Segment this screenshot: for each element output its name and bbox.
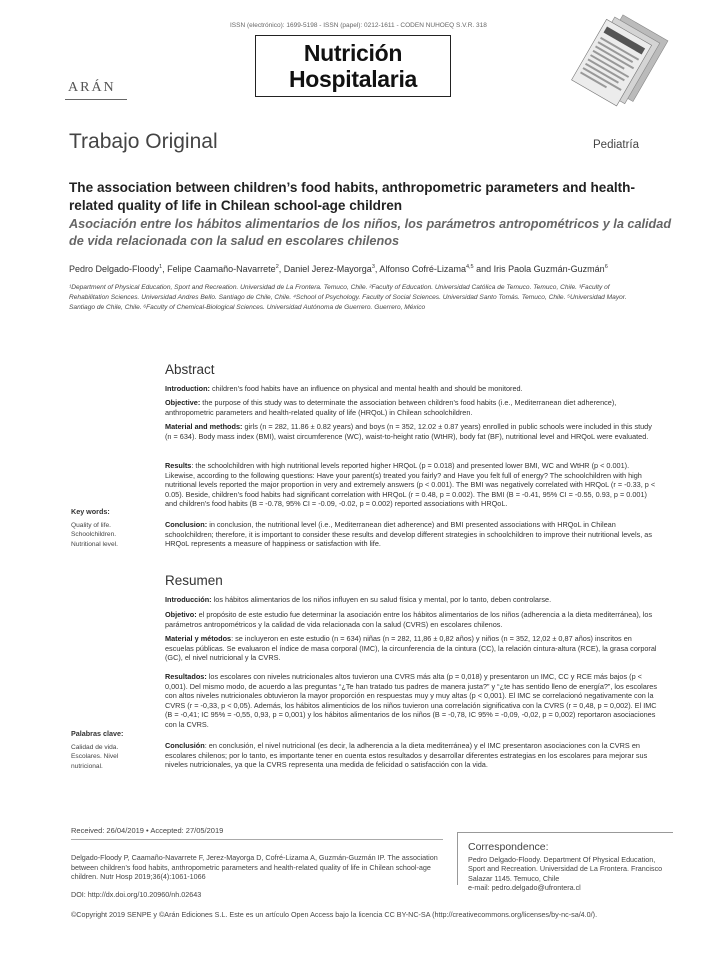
journal-name-line1: Nutrición [303,40,403,66]
section-text: in conclusion, the nutritional level (i.e., Mediterranean diet adherence) and BMI presented associations with HRQoL in Chilean schoolchildren; therefore, it is important to consider these results and develop different strategies in schoolchildren to improve their nutritional levels, as HRQoL represents a measure of happiness or satisfaction with life. [165,520,652,548]
author-affiliation-ref: 3 [371,264,375,270]
author-affiliation-ref: 1 [159,264,163,270]
author-list: Pedro Delgado-Floody$^1$, Felipe Caamaño-Navarrete$^2$, Daniel Jerez-Mayorga$^3$, Alfonso Cofré-Lizama$^{4,5}$ and Iris Paola Guzmán-Guzmán$^6$ [69,264,608,274]
resumen-objetivo [165,610,660,629]
copyright-notice: ©Copyright 2019 SENPE y ©Arán Ediciones S.L. Este es un artículo Open Access bajo la licencia CC BY-NC-SA (http://creativecommons.org/licenses/by-nc-sa/4.0/). [71,910,598,919]
section-label: Introducción: [165,595,212,604]
resumen-introduccion [165,595,660,605]
keyword: nutricional. [71,762,103,770]
publisher-logo-text: ARÁN [68,80,116,95]
palabras-clave-heading: Palabras clave: [71,729,124,738]
section-label: Resultados: [165,672,207,681]
section-text: girls (n = 282, 11.86 ± 0.82 years) and boys (n = 352, 12.02 ± 0.87 years) enrolled in public schools were included in this study (n = 634). Body mass index (BMI), waist circumference (WC), waist-to-height ratio (WtHR), body fat (BF), nutritional level and HRQoL were evaluated. [165,422,652,441]
resumen-resultados [165,672,660,729]
abstract-objective [165,398,660,417]
abstract-introduction [165,384,660,394]
resumen-metodos [165,634,660,663]
keywords-list [71,521,118,549]
journal-covers-image [560,12,680,117]
section-text: : en conclusión, el nivel nutricional (es decir, la adherencia a la dieta mediterránea) y el IMC presentaron asociaciones con la CVRS en escolares chilenos; por lo tanto, es importante tener en cuenta estos resultados y desarrollar diferentes estrategias en los escolares para mejorar sus niveles nutricionales, ya que la CVRS representa una medida de felicidad o satisfacción con la vida. [165,741,648,769]
footer-divider [71,839,443,840]
section-text: : se incluyeron en este estudio (n = 634) niñas (n = 282, 11,86 ± 0,82 años) y niños (n = 352, 12,02 ± 0,87 años) inscritos en escuelas públicas. Se evaluaron el índice de masa corporal (IMC), la circunferencia de la cintura (CC), la relación cintura-altura (RCE), la grasa corporal (GC), el nivel nutricional y la CVRS. [165,634,657,662]
section-text: children’s food habits have an influence on physical and mental health and should be monitored. [210,384,523,393]
correspondence-heading: Correspondence: [468,841,549,853]
section-label: Material and methods: [165,422,243,431]
palabras-clave-list [71,743,118,771]
keyword: Calidad de vida. [71,744,119,751]
correspondence-details [468,855,668,893]
author-affiliation-ref: 4,5 [465,264,474,270]
publisher-logo [65,76,125,102]
keyword: Nutritional level. [71,540,118,548]
author-name: Iris Paola Guzmán-Guzmán [493,264,605,274]
section-label: Results [165,461,192,470]
journal-logo [255,35,451,97]
doi-link[interactable]: DOI: http://dx.doi.org/10.20960/nh.02643 [71,890,202,899]
keyword: Escolares. Nivel [71,753,119,761]
abstract-conclusion [165,520,660,549]
section-label: Objective: [165,398,201,407]
abstract-methods [165,422,660,441]
resumen-conclusion [165,741,660,770]
received-accepted-dates: Received: 26/04/2019 • Accepted: 27/05/2019 [71,826,224,835]
resumen-heading: Resumen [165,573,223,588]
specialty-label: Pediatría [593,139,640,151]
section-label: Conclusion: [165,520,208,529]
publisher-logo-underline [65,99,127,100]
article-title: The association between children’s food habits, anthropometric parameters and health-related quality of life in Chilean school-age children [69,180,636,213]
abstract-results [165,461,660,509]
author-name: Pedro Delgado-Floody [69,264,160,274]
section-text: los escolares con niveles nutricionales altos tuvieron una CVRS más alta (p = 0,018) y presentaron un IMC, CC y RCE más bajos (p < 0,001). Del mismo modo, de acuerdo a las preguntas “¿Te han tratado tus padres de manera justa?” y “¿te has sentido lleno de energía?”, los escolares con altos niveles nutricionales obtuvieron la mayor proporción en respuestas muy y muy altas (p < 0,001). El IMC se correlacionó negativamente con la CVRS (r = -0,33, p < 0,05). Además, los hábitos alimenticios de los niños tuvieron una correlación significativa con la CVRS (r = 0,48, p = 0,002). El IMC (B = -0,41; IC 95% = -0,55, 0,93, p = 0,001) y los hábitos alimentarios de los niños (B = -0,78, IC 95% = -0,09, -0,02, p = 0,002) reportaron asociaciones con la CVRS. [165,672,657,729]
author-name: Felipe Caamaño-Navarrete [167,264,276,274]
journal-name-line2: Hospitalaria [288,66,418,92]
section-label: Objetivo: [165,610,197,619]
section-text: los hábitos alimentarios de los niños influyen en su salud física y mental, por lo tanto, deben controlarse. [211,595,552,604]
keyword: Schoolchildren. [71,531,117,539]
keyword: Quality of life. [71,522,111,529]
article-type: Trabajo Original [69,130,218,153]
author-name: Daniel Jerez-Mayorga [283,264,372,274]
correspondence-email[interactable]: e-mail: pedro.delgado@ufrontera.cl [468,883,581,893]
author-affiliation-ref: 2 [275,264,279,270]
abstract-heading: Abstract [165,362,215,377]
correspondence-address: Pedro Delgado-Floody. Department Of Physical Education, Sport and Recreation. Universidad de La Frontera. Francisco Salazar 1145. Temuco, Chile [468,855,663,883]
section-text: el propósito de este estudio fue determinar la asociación entre los hábitos alimentarios de los niños (adherencia a la dieta mediterránea), los parámetros antropométricos y la calidad de vida relacionada con la salud (CVRS) en escolares chilenos. [165,610,653,629]
author-name: Alfonso Cofré-Lizama [379,264,466,274]
section-label: Material y métodos [165,634,232,643]
article-subtitle: Asociación entre los hábitos alimentarios de los niños, los parámetros antropométricos y la calidad de vida relacionada con la salud en escolares chilenos [69,217,672,248]
section-label: Conclusión [165,741,205,750]
affiliations: ¹Department of Physical Education, Sport and Recreation. Universidad de La Frontera. Temuco, Chile. ²Faculty of Education. Universidad Católica de Temuco. Temuco, Chile. ³Faculty of Rehabilitation Sciences. Universidad Andres Bello. Santiago de Chile, Chile. ⁴School of Psychology. Faculty of Social Sciences. Universidad Santo Tomás. Temuco, Chile. ⁵Universidad Mayor. Santiago de Chile, Chile. ⁶Faculty of Chemical-Biological Sciences. Universidad Autónoma de Guerrero. Guerrero, México [69,284,627,311]
author-affiliation-ref: 6 [604,264,608,270]
section-label: Introduction: [165,384,210,393]
citation: Delgado-Floody P, Caamaño-Navarrete F, Jerez-Mayorga D, Cofré-Lizama A, Guzmán-Guzmán IP. The association between children’s food habits, anthropometric parameters and health-related quality of life in Chilean school-age children. Nutr Hosp 2019;36(4):1061-1066 [71,853,438,882]
section-text: the purpose of this study was to determinate the association between children’s food habits (i.e., Mediterranean diet adherence), anthropometric parameters and health-related quality of life (HRQoL) in Chilean schoolchildren. [165,398,617,417]
issn-line: ISSN (electrónico): 1699-5198 - ISSN (papel): 0212-1611 - CODEN NUHOEQ S.V.R. 318 [230,22,487,29]
keywords-heading: Key words: [71,507,110,516]
section-text: : the schoolchildren with high nutritional levels reported higher HRQoL (p = 0.018) and presented lower BMI, WC and WtHR (p < 0.001). Likewise, according to the following questions: Have your parent(s) treated you fairly? and Have you felt full of energy? The schoolchildren with high nutritional levels reported the major proportion in very and extremely answers (p < 0.001). The BMI was negatively correlated with HRQoL (r = -0.33, p < 0.05). Beside, children’s food habits had significant correlation with HRQoL (r = 0.48, p = 0.002). The BMI (B = -0.41, 95% CI = -0.55, 0.93, p = 0.001) and children’s food habits (B = -0.78, 95% CI = -0.09, -0.02, p = 0.002) reported associations with HRQoL. [165,461,656,508]
